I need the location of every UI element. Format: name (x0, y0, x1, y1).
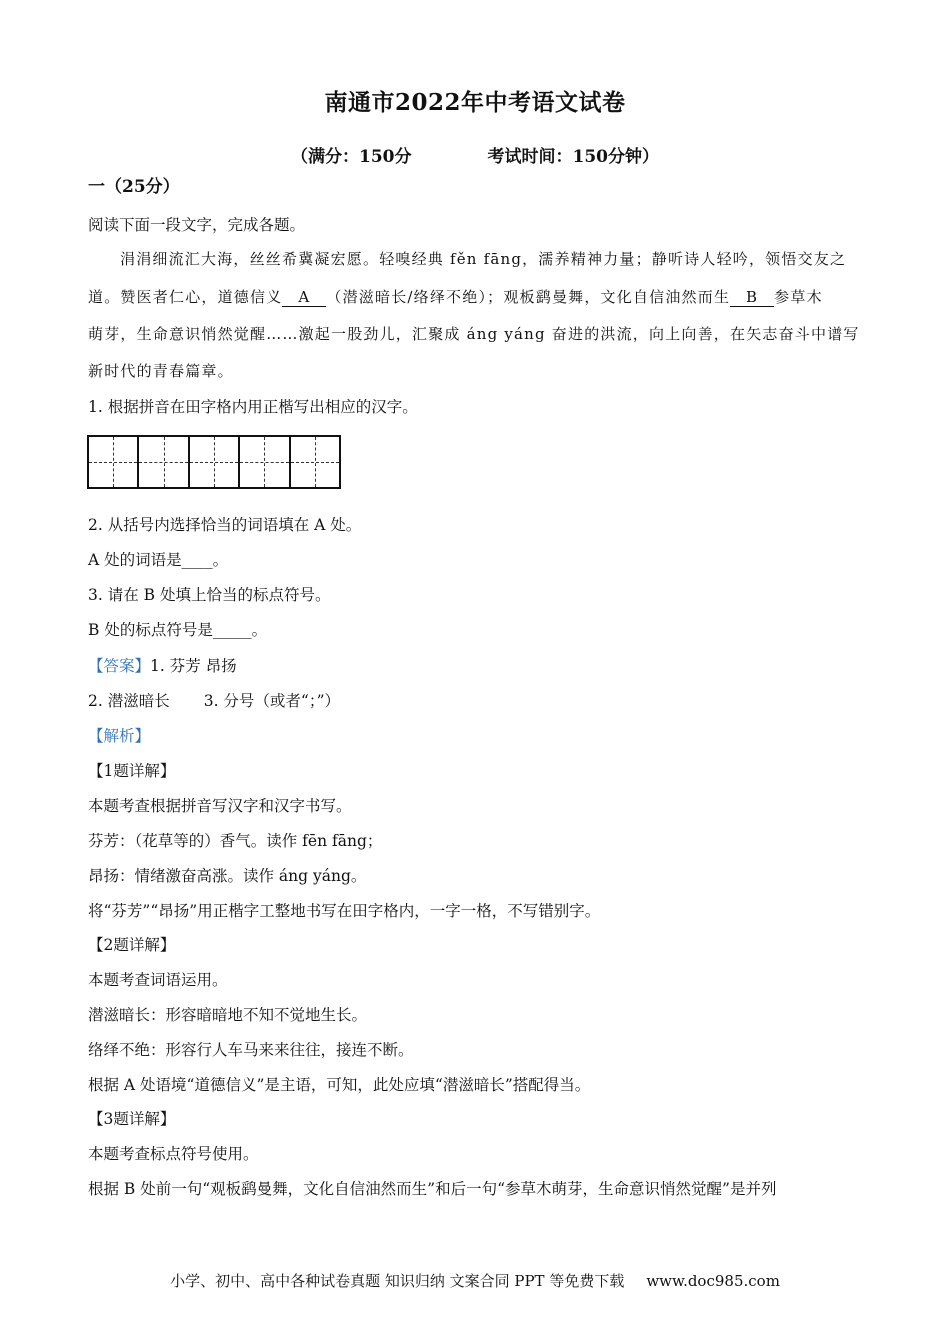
full-score: （满分：150分 (291, 147, 412, 167)
question-1: 1. 根据拼音在田字格内用正楷写出相应的汉字。 (88, 398, 418, 416)
question-2-answer-line: A 处的词语是____。 (88, 551, 229, 569)
passage-line-4: 新时代的青春篇章。 (88, 362, 234, 380)
grid-cell (139, 437, 189, 487)
section-heading: 一（25分） (88, 177, 180, 197)
question-3-answer-line: B 处的标点符号是_____。 (88, 621, 268, 639)
detail-2-line: 本题考查词语运用。 (88, 971, 228, 989)
detail-1-line: 芬芳：（花草等的）香气。读作 fēn fāng； (88, 832, 383, 850)
blank-a: A (282, 288, 326, 307)
reading-instruction: 阅读下面一段文字，完成各题。 (88, 216, 306, 234)
answer-3: 3. 分号（或者“；”） (203, 692, 341, 710)
answer-1: 1. 芬芳 昂扬 (150, 657, 237, 675)
footer-text: 小学、初中、高中各种试卷真题 知识归纳 文案合同 PPT 等免费下载 (170, 1272, 625, 1290)
answer-tag: 【答案】 (88, 657, 151, 675)
answer-line-2 (88, 690, 340, 712)
exam-time: 考试时间：150分钟） (487, 147, 659, 167)
passage-line-2: 道。赞医者仁心，道德信义 A （潜滋暗长/络绎不绝）；观板鹞曼舞，文化自信油然而生 B 参草木 (88, 288, 823, 306)
answer-2: 2. 潜滋暗长 (88, 692, 170, 710)
detail-1-line: 昂扬：情绪激奋高涨。读作 áng yáng。 (88, 867, 367, 885)
analysis-tag: 【解析】 (88, 727, 151, 745)
grid-cell (89, 437, 139, 487)
detail-1-line: 本题考查根据拼音写汉字和汉字书写。 (88, 797, 352, 815)
detail-3-line: 根据 B 处前一句“观板鹞曼舞，文化自信油然而生”和后一句“参草木萌芽，生命意识悄然觉醒”是并列 (88, 1180, 777, 1198)
question-2: 2. 从括号内选择恰当的词语填在 A 处。 (88, 516, 362, 534)
page-title: 南通市2022年中考语文试卷 (324, 89, 626, 116)
detail-3-line: 本题考查标点符号使用。 (88, 1145, 259, 1163)
detail-2-heading: 【2题详解】 (88, 936, 176, 954)
question-3: 3. 请在 B 处填上恰当的标点符号。 (88, 586, 331, 604)
detail-1-line: 将“芬芳”“昂扬”用正楷字工整地书写在田字格内，一字一格，不写错别字。 (88, 902, 601, 920)
blank-b: B (730, 288, 774, 307)
passage-line-1: 涓涓细流汇大海，丝丝希冀凝宏愿。轻嗅经典 fěn fāng，濡养精神力量；静听诗人轻吟，领悟交友之 (120, 250, 847, 268)
tianzige-grid (87, 435, 341, 489)
detail-1-heading: 【1题详解】 (88, 762, 176, 780)
grid-cell (291, 437, 339, 487)
detail-2-line: 根据 A 处语境“道德信义”是主语，可知，此处应填“潜滋暗长”搭配得当。 (88, 1076, 591, 1094)
passage-line-3: 萌芽，生命意识悄然觉醒……激起一股劲儿，汇聚成 áng yáng 奋进的洪流，向上向善，在矢志奋斗中谱写 (88, 325, 860, 343)
answer-line (88, 655, 237, 677)
detail-2-line: 络绎不绝：形容行人车马来来往往，接连不断。 (88, 1041, 414, 1059)
grid-cell (190, 437, 240, 487)
exam-info (0, 142, 950, 167)
footer-site-link[interactable]: www.doc985.com (646, 1272, 780, 1290)
grid-cell (240, 437, 290, 487)
detail-2-line: 潜滋暗长：形容暗暗地不知不觉地生长。 (88, 1006, 368, 1024)
detail-3-heading: 【3题详解】 (88, 1110, 176, 1128)
page-footer (0, 1270, 950, 1291)
